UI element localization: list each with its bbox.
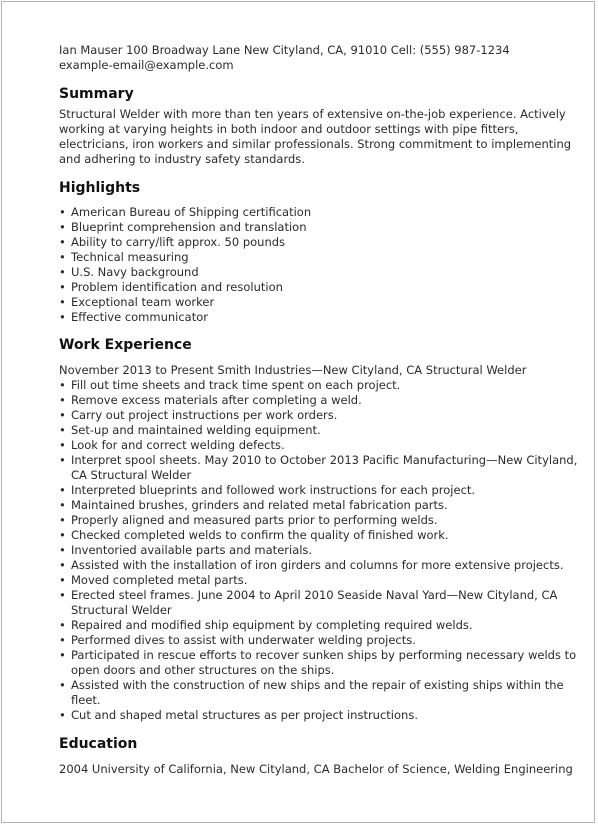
- list-item: • Properly aligned and measured parts prior to performing welds.: [59, 513, 579, 528]
- list-item: • Technical measuring: [59, 250, 579, 265]
- resume-content: [59, 43, 579, 777]
- list-item: • Set-up and maintained welding equipment.: [59, 423, 579, 438]
- education-section: [59, 735, 579, 777]
- resume-page: [1, 1, 595, 823]
- list-item: • Remove excess materials after completing a weld.: [59, 393, 579, 408]
- highlights-list: [59, 205, 579, 325]
- list-item: • Fill out time sheets and track time spent on each project.: [59, 378, 579, 393]
- summary-text: Structural Welder with more than ten years of extensive on-the-job experience. Actively working at varying heights in both indoor and outdoor settings with pipe fitters, electricians, iron workers and similar professionals. Strong commitment to implementing and adhering to industry safety standards.: [59, 107, 572, 166]
- work-experience-section: [59, 336, 579, 723]
- list-item: • Interpreted blueprints and followed work instructions for each project.: [59, 483, 579, 498]
- list-item: • Inventoried available parts and materials.: [59, 543, 579, 558]
- list-item: • Blueprint comprehension and translation: [59, 220, 579, 235]
- list-item: • Maintained brushes, grinders and related metal fabrication parts.: [59, 498, 579, 513]
- list-item: • Effective communicator: [59, 310, 579, 325]
- list-item: • Exceptional team worker: [59, 295, 579, 310]
- list-item: • Carry out project instructions per work orders.: [59, 408, 579, 423]
- list-item: • Interpret spool sheets. May 2010 to October 2013 Pacific Manufacturing—New Cityland, CA Structural Welder: [59, 453, 579, 483]
- job-intro: November 2013 to Present Smith Industries—New Cityland, CA Structural Welder: [59, 363, 527, 377]
- highlights-section: [59, 179, 579, 325]
- education-text: 2004 University of California, New Cityland, CA Bachelor of Science, Welding Engineering: [59, 762, 573, 776]
- highlights-heading: Highlights: [59, 180, 141, 196]
- list-item: • U.S. Navy background: [59, 265, 579, 280]
- work-experience-heading: Work Experience: [59, 337, 192, 353]
- list-item: • Problem identification and resolution: [59, 280, 579, 295]
- list-item: • Moved completed metal parts.: [59, 573, 579, 588]
- list-item: • Cut and shaped metal structures as per project instructions.: [59, 708, 579, 723]
- list-item: • Repaired and modified ship equipment by completing required welds.: [59, 618, 579, 633]
- list-item: • Assisted with the construction of new ships and the repair of existing ships within the fleet.: [59, 678, 579, 708]
- list-item: • Performed dives to assist with underwater welding projects.: [59, 633, 579, 648]
- list-item: • American Bureau of Shipping certification: [59, 205, 579, 220]
- contact-info: Ian Mauser 100 Broadway Lane New Cityland, CA, 91010 Cell: (555) 987-1234 example-email@example.com: [59, 43, 510, 72]
- list-item: • Assisted with the installation of iron girders and columns for more extensive projects.: [59, 558, 579, 573]
- summary-heading: Summary: [59, 86, 134, 102]
- list-item: • Look for and correct welding defects.: [59, 438, 579, 453]
- summary-section: [59, 85, 579, 167]
- list-item: • Erected steel frames. June 2004 to April 2010 Seaside Naval Yard—New Cityland, CA Structural Welder: [59, 588, 579, 618]
- education-heading: Education: [59, 736, 138, 752]
- list-item: • Ability to carry/lift approx. 50 pounds: [59, 235, 579, 250]
- list-item: • Participated in rescue efforts to recover sunken ships by performing necessary welds to open doors and other structures on the ships.: [59, 648, 579, 678]
- work-list: [59, 378, 579, 723]
- list-item: • Checked completed welds to confirm the quality of finished work.: [59, 528, 579, 543]
